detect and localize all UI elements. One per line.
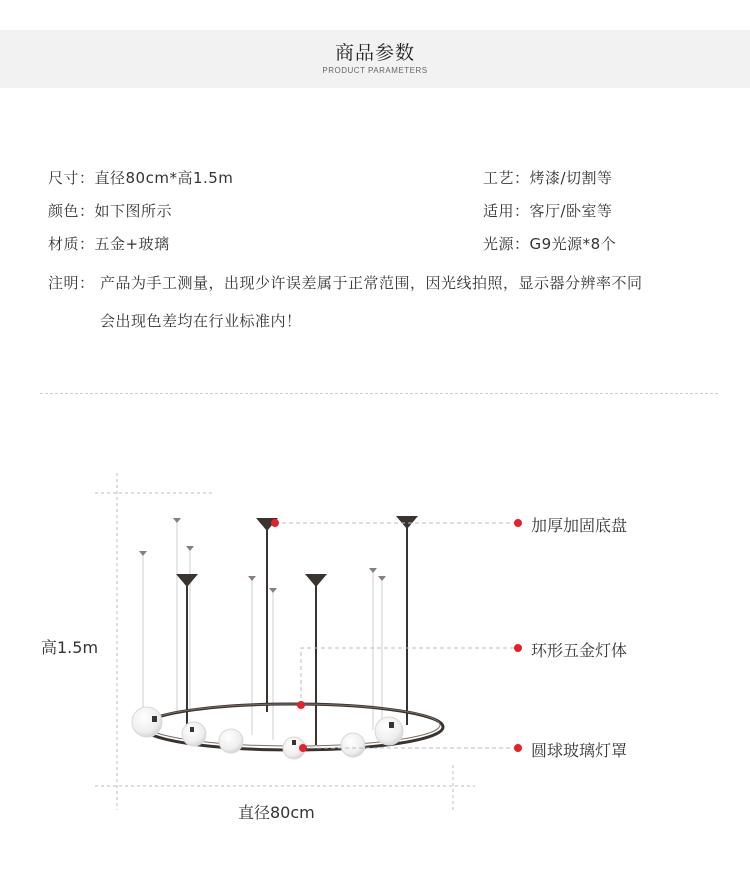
callout-markers bbox=[271, 519, 522, 752]
note-line-2: 会出现色差均在行业标准内！ bbox=[100, 312, 302, 330]
param-material: 材质：五金+玻璃 bbox=[48, 235, 170, 253]
param-craft: 工艺：烤漆/切割等 bbox=[483, 169, 613, 187]
callout-leaders bbox=[275, 523, 518, 748]
support-rods bbox=[187, 528, 407, 745]
product-diagram bbox=[0, 400, 750, 830]
param-color: 颜色：如下图所示 bbox=[48, 202, 173, 220]
note-line-1: 产品为手工测量，出现少许误差属于正常范围，因光线拍照，显示器分辨率不同 bbox=[100, 274, 643, 292]
callout-ring: 环形五金灯体 bbox=[531, 641, 628, 660]
note-label: 注明： bbox=[48, 274, 95, 292]
section-subtitle: PRODUCT PARAMETERS bbox=[322, 66, 428, 75]
dashed-divider bbox=[40, 393, 718, 394]
diameter-label: 直径80cm bbox=[238, 803, 315, 822]
param-light: 光源：G9光源*8个 bbox=[483, 235, 617, 253]
small-ceiling-caps bbox=[139, 518, 386, 593]
height-label: 高1.5m bbox=[41, 638, 99, 657]
section-title: 商品参数 bbox=[334, 42, 415, 64]
glass-globes bbox=[132, 707, 403, 759]
dimension-guides bbox=[95, 473, 475, 810]
callout-base: 加厚加固底盘 bbox=[531, 516, 628, 535]
param-usage: 适用：客厅/卧室等 bbox=[483, 202, 613, 220]
param-size: 尺寸：直径80cm*高1.5m bbox=[48, 169, 234, 187]
callout-globe: 圆球玻璃灯罩 bbox=[531, 741, 628, 760]
section-header bbox=[0, 30, 750, 88]
suspension-wires bbox=[143, 520, 382, 740]
